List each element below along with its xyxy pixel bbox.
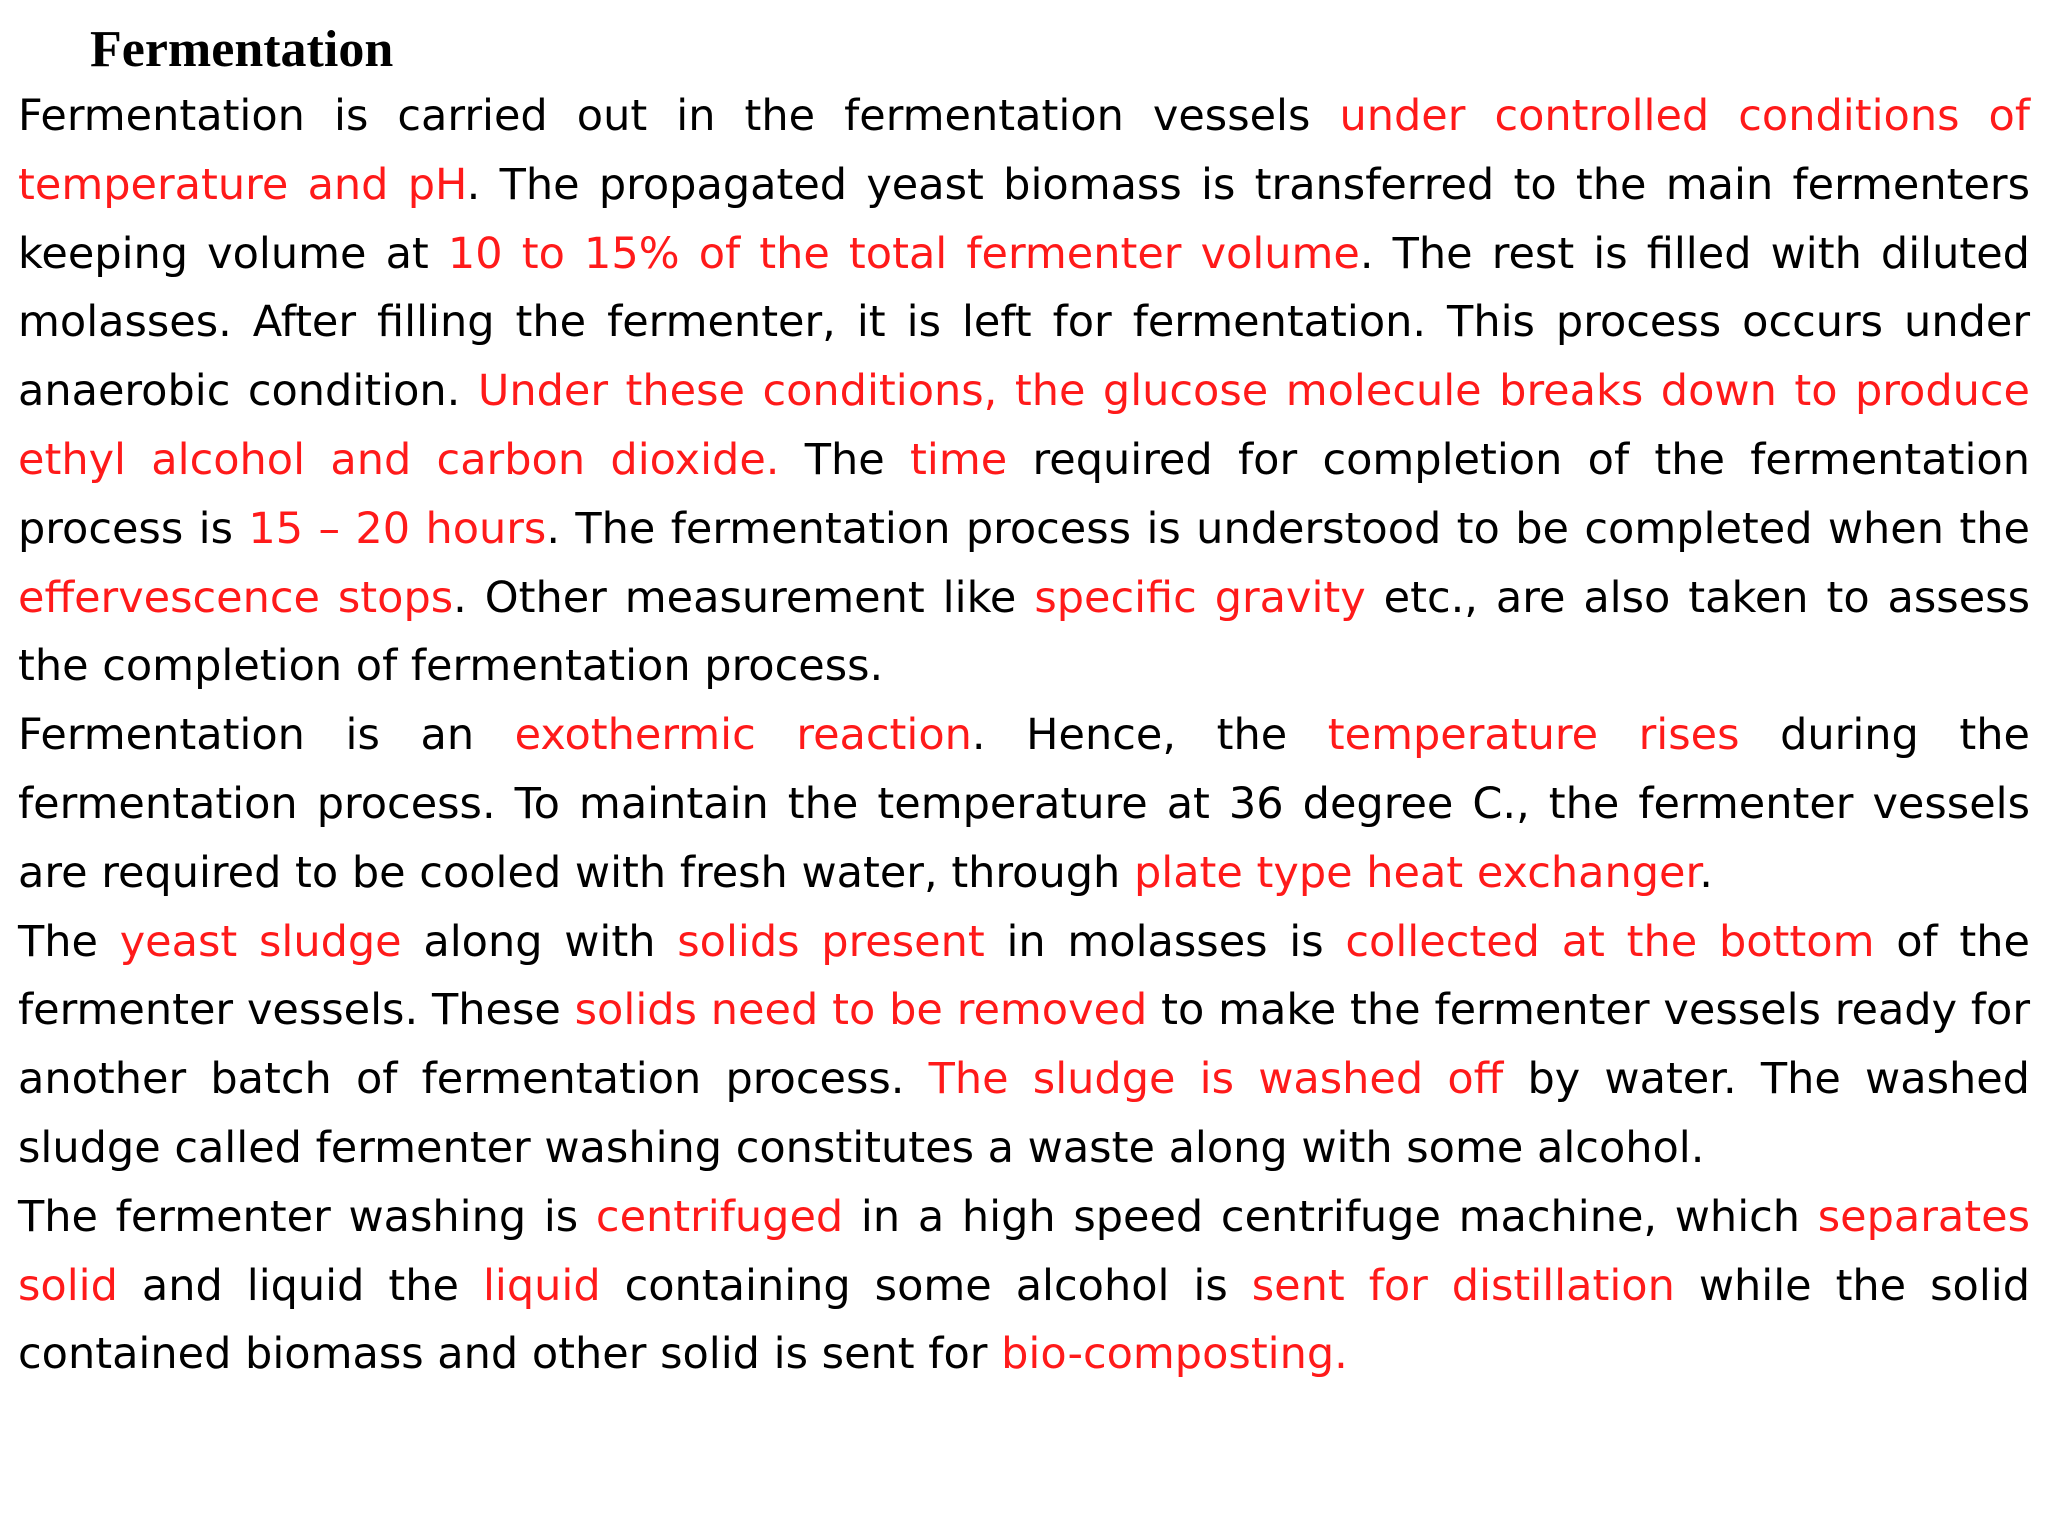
body-text-segment: while the solid contained biomass and other solid is sent for [18, 1260, 2031, 1380]
highlighted-text: Under these conditions, the glucose molecule breaks down to produce ethyl alcohol and carbon dioxide. [18, 366, 2030, 485]
highlighted-text: temperature rises [1327, 710, 1740, 761]
body-text-segment: in a high speed centrifuge machine, which [843, 1191, 1818, 1242]
body-text-segment: and liquid the [117, 1260, 483, 1311]
highlighted-text: plate type heat exchanger [1133, 847, 1700, 898]
highlighted-text: effervescence stops [18, 572, 454, 623]
highlighted-text: separates solid [18, 1191, 2030, 1311]
body-text-segment: of the fermenter vessels. These [18, 916, 2030, 1036]
body-text-segment: by water. The washed sludge called fermenter washing constitutes a waste along with some alcohol. [18, 1054, 2030, 1173]
highlighted-text: solids present [677, 916, 985, 967]
paragraph [18, 701, 2030, 907]
highlighted-text: solids need to be removed [574, 985, 1148, 1036]
body-text-segment: The [18, 916, 120, 967]
body-text-segment: along with [401, 916, 678, 967]
body-text-segment: Fermentation is carried out in the fermentation vessels [18, 91, 1340, 141]
highlighted-text: collected at the bottom [1345, 916, 1875, 967]
body-text-segment: . The fermentation process is understood to be completed when the [546, 503, 2030, 554]
highlighted-text: liquid [482, 1260, 601, 1311]
highlighted-text: under controlled conditions of temperature and pH [18, 91, 2030, 210]
body-text-segment: to make the fermenter vessels ready for another batch of fermentation process. [18, 985, 2031, 1105]
body-text-segment: in molasses is [984, 916, 1346, 967]
document-title: Fermentation [90, 21, 394, 78]
paragraph [18, 82, 2030, 701]
body-text-segment: . [1699, 847, 1713, 898]
body-text-segment: . Other measurement like [453, 572, 1035, 623]
highlighted-text: 10 to 15% of the total fermenter volume [447, 228, 1360, 279]
highlighted-text: sent for distillation [1251, 1260, 1675, 1311]
body-text-segment: . Hence, the [971, 710, 1328, 761]
body-text-segment: required for completion of the fermentation process is [18, 434, 2030, 554]
paragraph [18, 908, 2030, 1183]
paragraph [18, 1183, 2030, 1389]
highlighted-text: exothermic reaction [514, 710, 972, 761]
highlighted-text: The sludge is washed off [928, 1054, 1504, 1105]
highlighted-text: centrifuged [595, 1191, 844, 1242]
body-text-segment: containing some alcohol is [600, 1260, 1252, 1311]
body-text-segment: The fermenter washing is [18, 1191, 596, 1242]
highlighted-text: bio-composting. [1001, 1329, 1348, 1380]
body-text-segment: The [779, 434, 911, 485]
body-text-segment: . The rest is filled with diluted molasses. After filling the fermenter, it is left for fermentation. This process occurs under anaerobic condition. [18, 228, 2030, 417]
highlighted-text: 15 – 20 hours [248, 503, 547, 554]
highlighted-text: time [910, 434, 1008, 485]
body-text-segment: during the fermentation process. To maintain the temperature at 36 degree C., the fermenter vessels are required to be cooled with fresh water, through [18, 710, 2030, 898]
highlighted-text: yeast sludge [119, 916, 402, 967]
body-text-segment: . The propagated yeast biomass is transferred to the main fermenters keeping volume at [18, 159, 2031, 279]
document-body [18, 82, 2030, 1389]
body-text-segment: etc., are also taken to assess the completion of fermentation process. [18, 572, 2030, 692]
highlighted-text: specific gravity [1034, 572, 1366, 623]
body-text-segment: Fermentation is an [18, 710, 515, 761]
